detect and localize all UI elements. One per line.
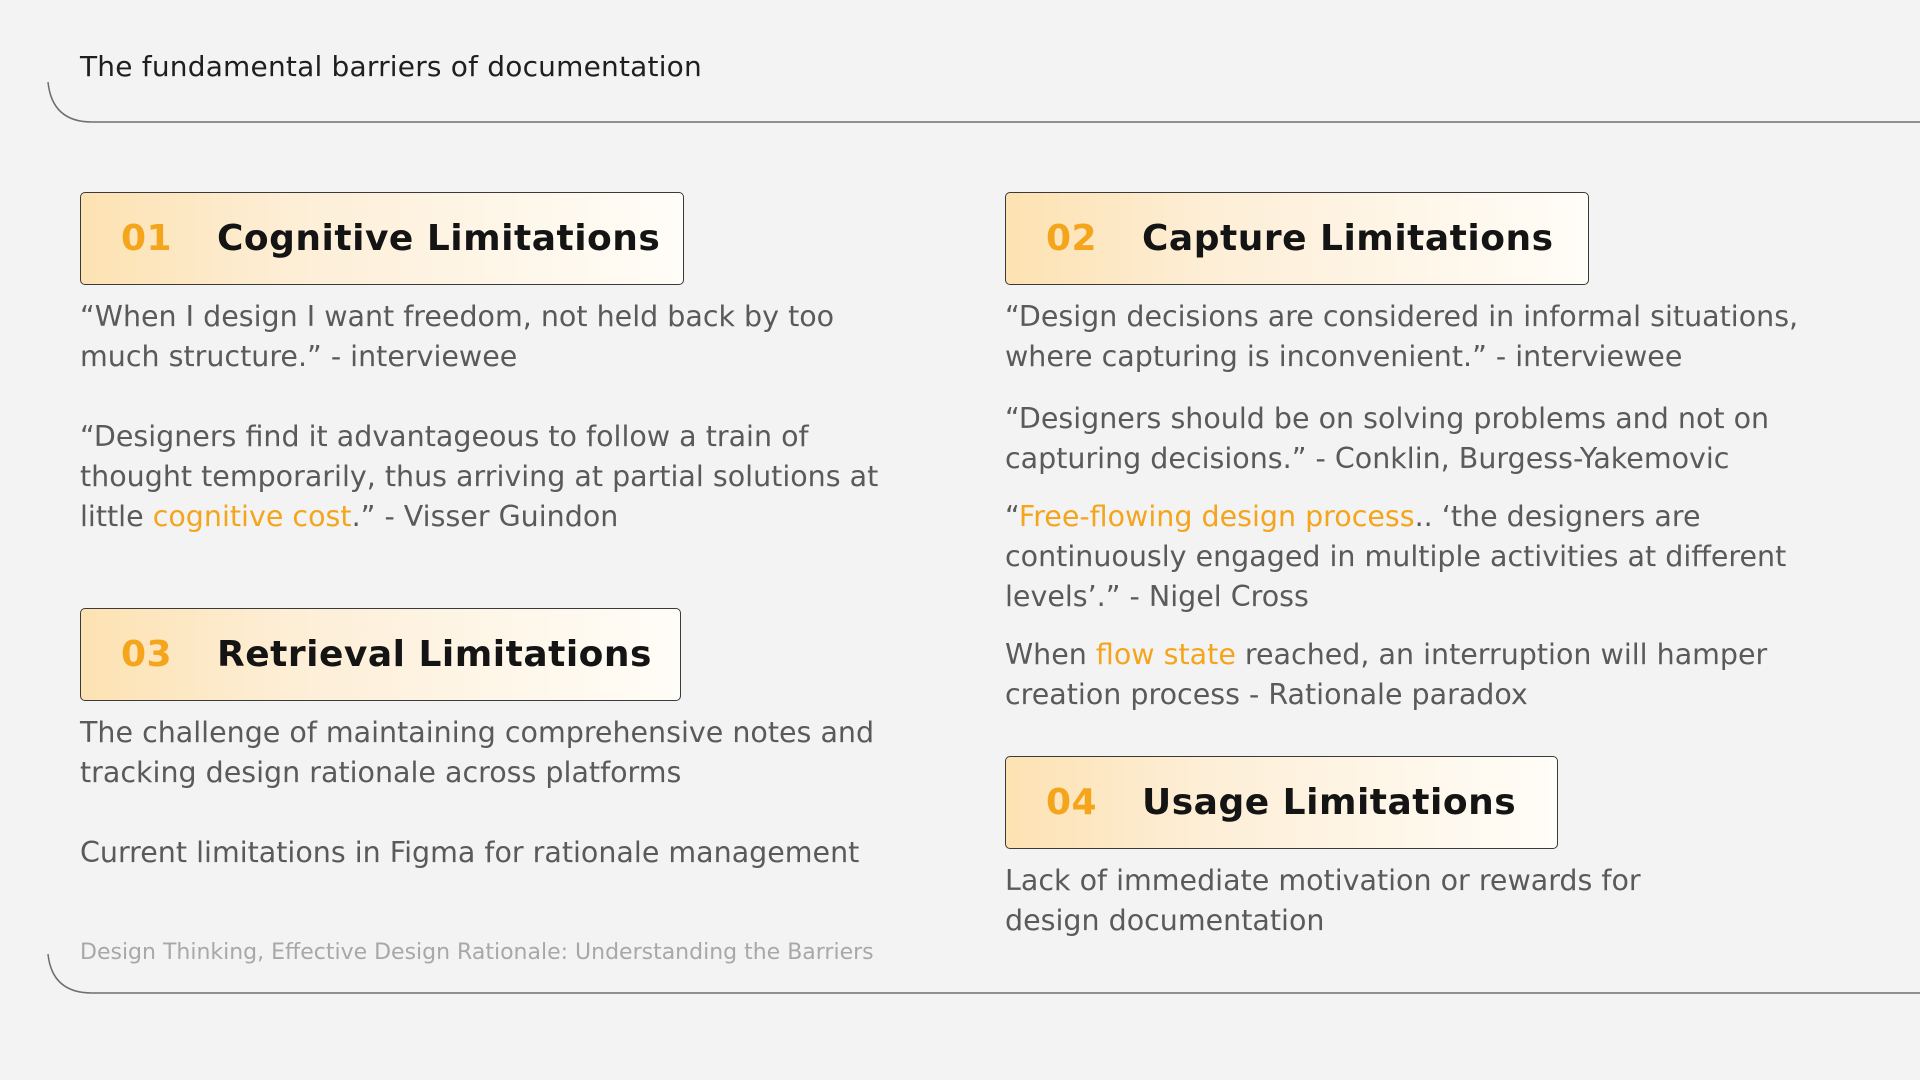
- section-title: Usage Limitations: [1142, 782, 1517, 823]
- text-line: creation process - Rationale paradox: [1005, 678, 1528, 711]
- source-footnote: Design Thinking, Effective Design Rationale: Understanding the Barriers: [80, 940, 874, 965]
- text-line: “Design decisions are considered in informal situations,: [1005, 300, 1799, 333]
- text-line: [1005, 497, 1786, 537]
- text-line: capturing decisions.” - Conklin, Burgess-Yakemovic: [1005, 442, 1730, 475]
- text-line: levels’.” - Nigel Cross: [1005, 580, 1309, 613]
- highlight-text: Free-flowing design process: [1018, 500, 1415, 533]
- section-title: Retrieval Limitations: [217, 634, 652, 675]
- text-line: continuously engaged in multiple activities at different: [1005, 540, 1787, 573]
- top-frame-line: [48, 82, 1920, 122]
- text-line: [1005, 635, 1767, 675]
- retrieval-text-2: [80, 833, 859, 873]
- retrieval-text-1: [80, 713, 874, 793]
- text-line: “Designers find it advantageous to follow a train of: [80, 420, 809, 453]
- text-line: Lack of immediate motivation or rewards for: [1005, 864, 1641, 897]
- section-tag-retrieval: [80, 608, 681, 701]
- text-line: much structure.” - interviewee: [80, 340, 518, 373]
- section-tag-capture: [1005, 192, 1589, 285]
- text-line: “When I design I want freedom, not held back by too: [80, 300, 835, 333]
- capture-quote-4: [1005, 635, 1767, 715]
- usage-text-1: [1005, 861, 1641, 941]
- text-line: where capturing is inconvenient.” - interviewee: [1005, 340, 1683, 373]
- section-tag-cognitive: [80, 192, 684, 285]
- text-line: design documentation: [1005, 904, 1325, 937]
- text-segment: .” - Visser Guindon: [351, 500, 619, 533]
- text-line: tracking design rationale across platforms: [80, 756, 682, 789]
- page-title: The fundamental barriers of documentation: [80, 50, 702, 83]
- text-segment: reached, an interruption will hamper: [1235, 638, 1768, 671]
- section-number: 01: [121, 218, 173, 259]
- text-line: thought temporarily, thus arriving at partial solutions at: [80, 460, 879, 493]
- section-title: Capture Limitations: [1142, 218, 1554, 259]
- highlight-text: flow state: [1095, 638, 1236, 671]
- capture-quote-2: [1005, 399, 1769, 479]
- section-tag-usage: [1005, 756, 1558, 849]
- text-line: The challenge of maintaining comprehensive notes and: [80, 716, 875, 749]
- text-line: Current limitations in Figma for rationale management: [80, 836, 860, 869]
- text-line: “Designers should be on solving problems and not on: [1005, 402, 1770, 435]
- section-number: 04: [1046, 782, 1098, 823]
- text-segment: .. ‘the designers are: [1414, 500, 1701, 533]
- section-title: Cognitive Limitations: [217, 218, 661, 259]
- cognitive-quote-1: [80, 297, 834, 377]
- capture-quote-1: [1005, 297, 1798, 377]
- cognitive-quote-2: [80, 417, 878, 537]
- text-line: [80, 497, 878, 537]
- capture-quote-3: [1005, 497, 1786, 617]
- text-segment: little: [80, 500, 153, 533]
- highlight-text: cognitive cost: [152, 500, 352, 533]
- text-segment: When: [1005, 638, 1096, 671]
- section-number: 02: [1046, 218, 1098, 259]
- text-segment: “: [1005, 500, 1019, 533]
- section-number: 03: [121, 634, 173, 675]
